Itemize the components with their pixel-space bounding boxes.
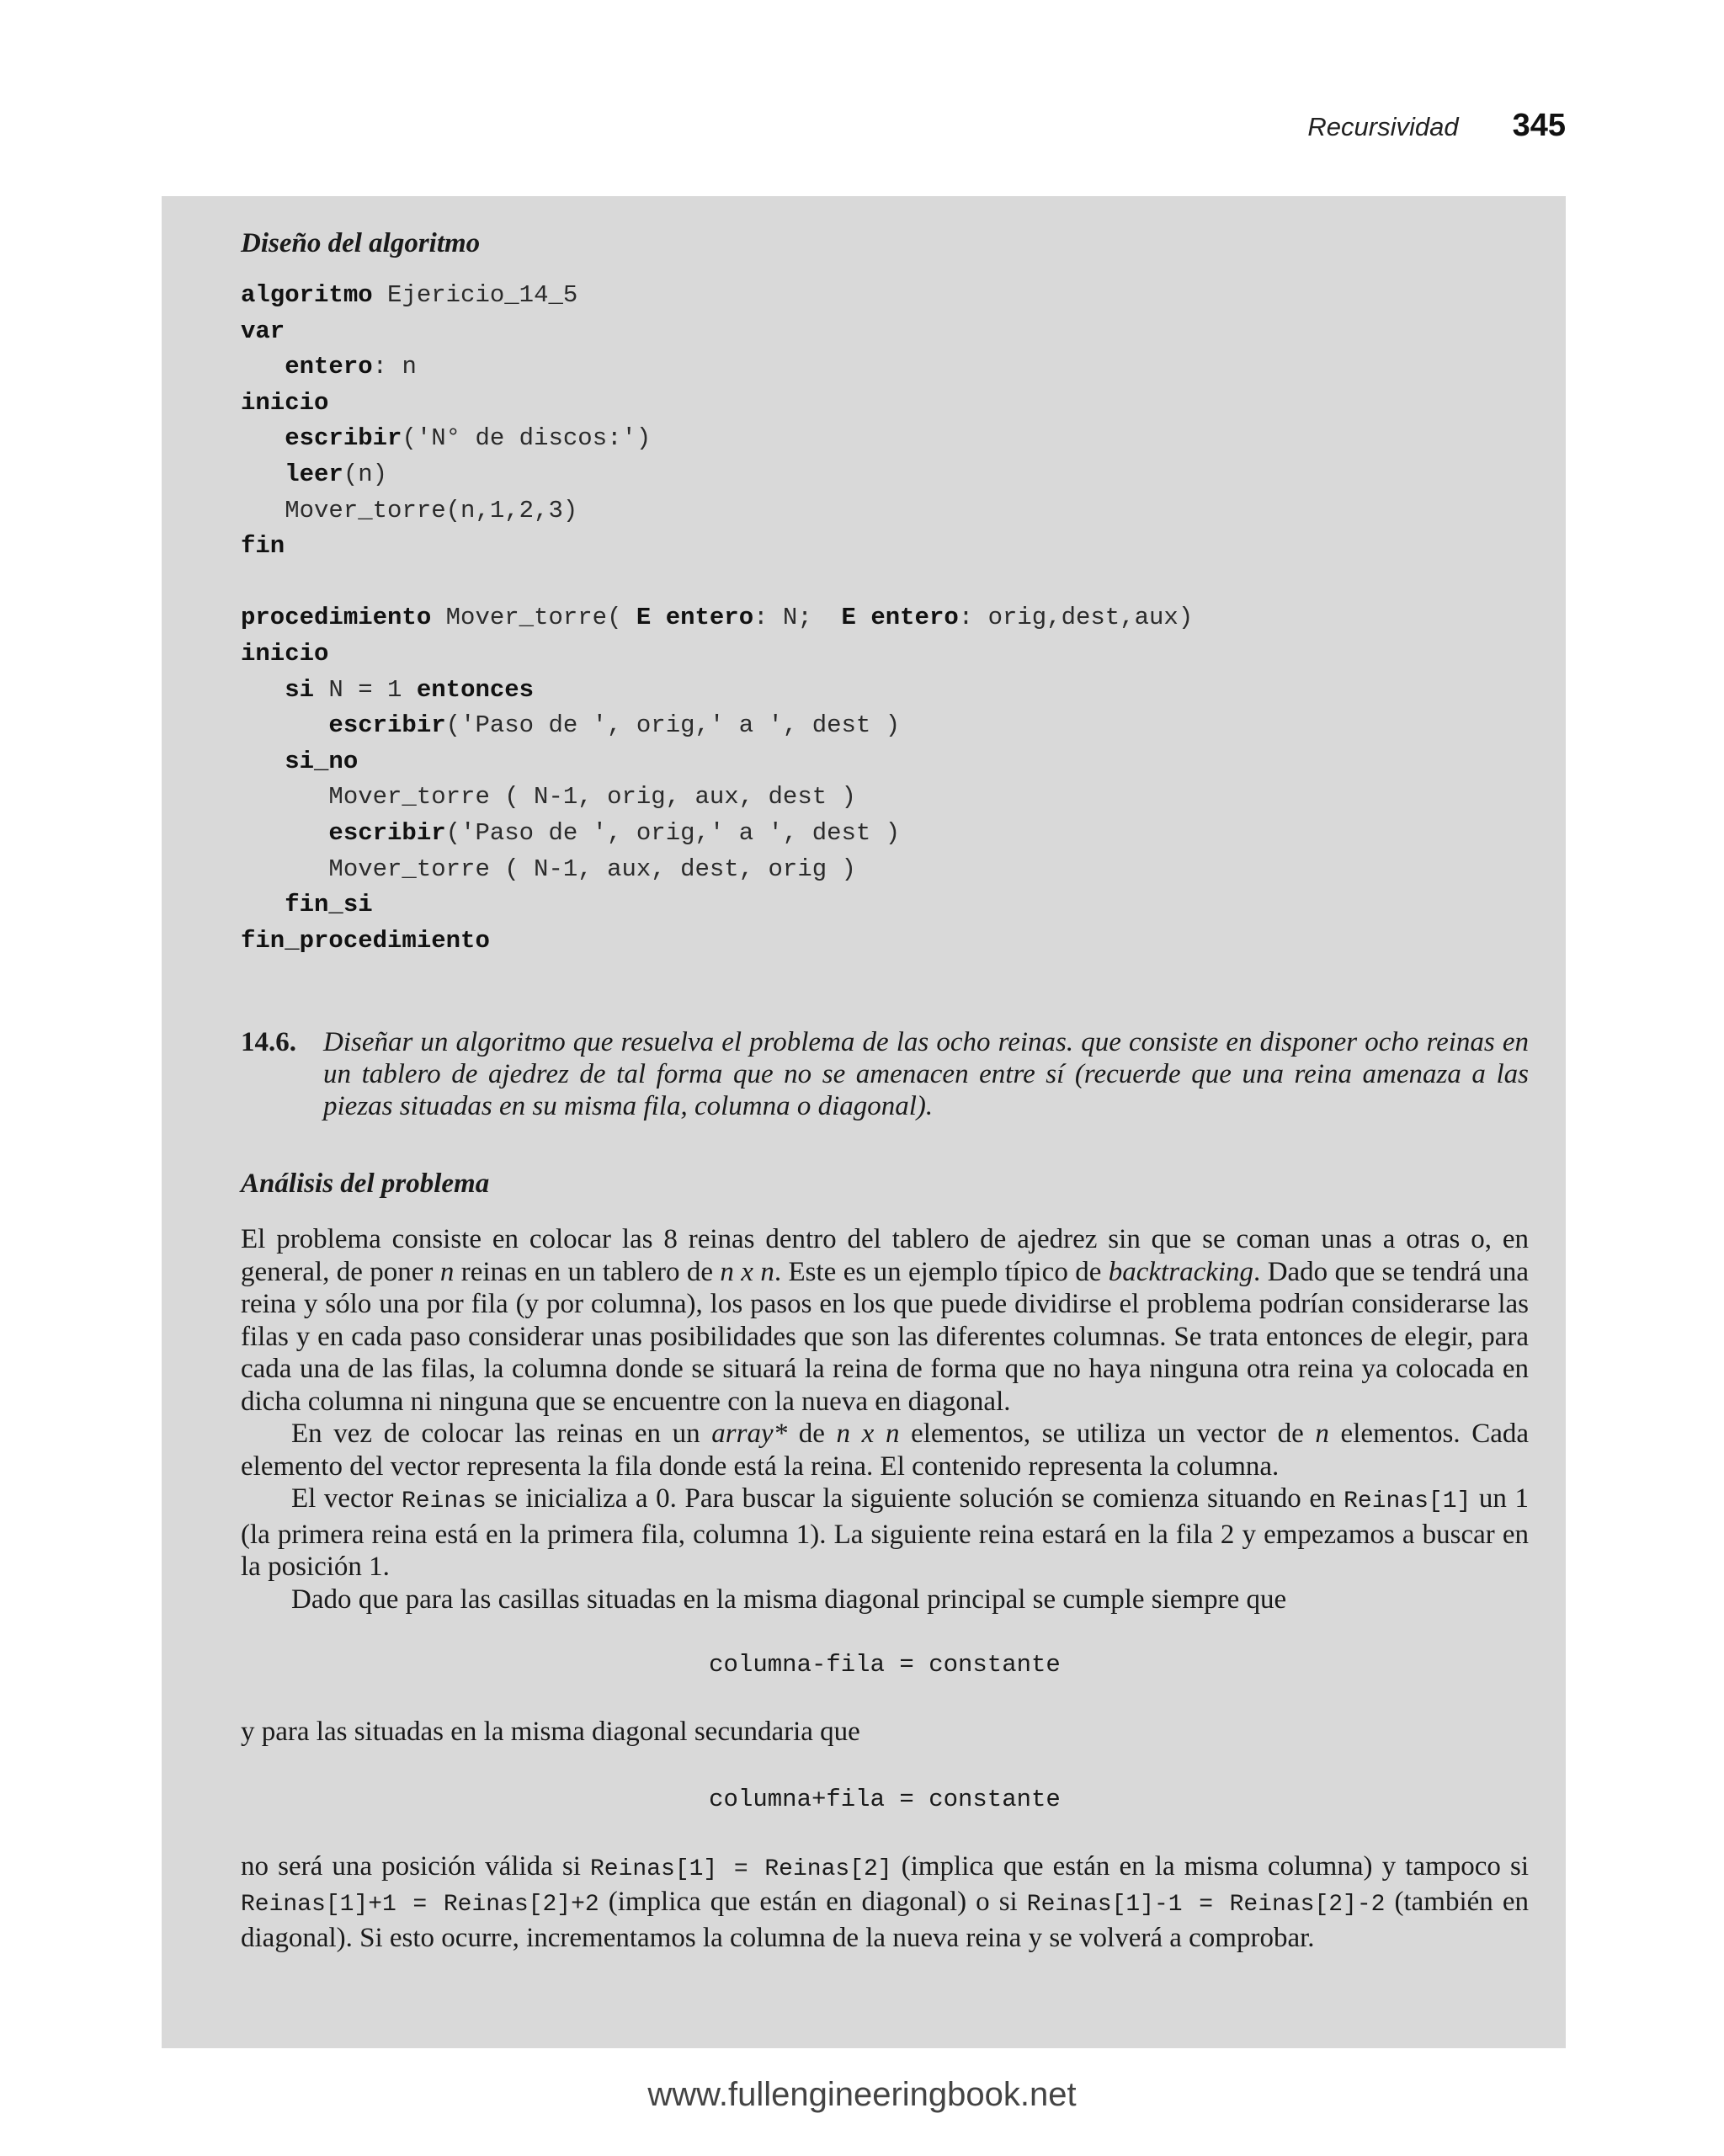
analysis-heading: Análisis del problema [241,1168,490,1199]
design-section [241,228,1529,959]
code-line: si N = 1 entonces [285,675,535,704]
code-line: procedimiento Mover_torre( E entero: N; E entero: orig,dest,aux) [241,604,1194,632]
exercise-statement: Diseñar un algoritmo que resuelva el problema de las ocho reinas. que consiste en disponer ocho reinas en un tablero de ajedrez de tal forma que no se amenacen entre sí (recuerde que una reina amenaza a las piezas situadas en su misma fila, columna o diagonal). [323,1027,1529,1121]
analysis-paragraph-1: El problema consiste en colocar las 8 reinas dentro del tablero de ajedrez sin que se coman unas a otras o, en general, de poner n reinas en un tablero de n x n. Este es un ejemplo típico de backtracking. Dado que se tendrá una reina y sólo una por fila (y por columna), los pasos en los que puede dividirse el problema podrían considerarse las filas y en cada paso considerar unas posibilidades que son las diferentes columnas. Se trata entonces de elegir, para cada una de las filas, la columna donde se situará la reina de forma que no haya ninguna otra reina ya colocada en dicha columna ni ninguna que se encuentre con la nueva en diagonal. [241,1224,1529,1417]
code-line: entero: n [285,353,417,381]
code-line: inicio [241,639,329,668]
analysis-section [241,1168,1529,1954]
code-line: leer(n) [285,460,388,488]
running-head [1307,108,1566,144]
formula-secondary-diagonal: columna+fila = constante [709,1785,1061,1813]
watermark: www.fullengineeringbook.net [647,2076,1077,2113]
code-blank-line [241,565,1529,601]
analysis-paragraph-2: En vez de colocar las reinas en un array* de n x n elementos, se utiliza un vector de n elementos. Cada elemento del vector representa la fila donde está la reina. El contenido representa la columna. [241,1419,1530,1482]
code-line: fin_si [285,891,373,919]
code-line: Mover_torre ( N-1, aux, dest, orig ) [328,854,856,883]
code-line: escribir('Paso de ', orig,' a ', dest ) [328,711,901,740]
page-number: 345 [1512,108,1566,143]
content-panel [162,196,1566,2048]
analysis-paragraph-3: El vector Reinas se inicializa a 0. Para buscar la siguiente solución se comienza situando en Reinas[1] un 1 (la primera reina está en la primera fila, columna 1). La siguiente reina estará en la fila 2 y empezamos a buscar en la posición 1. [241,1483,1529,1582]
code-line: Mover_torre ( N-1, orig, aux, dest ) [328,783,856,812]
code-line: escribir('Paso de ', orig,' a ', dest ) [328,818,901,847]
formula-main-diagonal: columna-fila = constante [709,1651,1061,1679]
exercise-14-6 [241,1026,1529,1122]
code-line: Mover_torre(n,1,2,3) [285,496,578,524]
code-line: fin_procedimiento [241,926,490,955]
code-line: escribir('N° de discos:') [285,424,652,453]
analysis-paragraph-6: no será una posición válida si Reinas[1] = Reinas[2] (implica que están en la misma columna) y tampoco si Reinas[1]+1 = Reinas[2]+2 (implica que están en diagonal) o si Reinas[1]-1 = Reinas[2]-2 (también en diagonal). Si esto ocurre, incrementamos la columna de la nueva reina y se volverá a comprobar. [241,1850,1529,1953]
code-listing [241,278,1529,959]
code-line: algoritmo Ejericio_14_5 [241,281,578,309]
section-name: Recursividad [1307,112,1459,141]
code-line: var [241,317,285,345]
code-line: fin [241,532,285,561]
code-line: inicio [241,388,329,417]
design-heading: Diseño del algoritmo [241,228,481,258]
code-line: si_no [285,747,359,775]
exercise-number: 14.6. [241,1027,296,1057]
analysis-paragraph-5: y para las situadas en la misma diagonal secundaria que [241,1717,860,1747]
analysis-paragraph-4: Dado que para las casillas situadas en la misma diagonal principal se cumple siempre que [291,1584,1287,1615]
